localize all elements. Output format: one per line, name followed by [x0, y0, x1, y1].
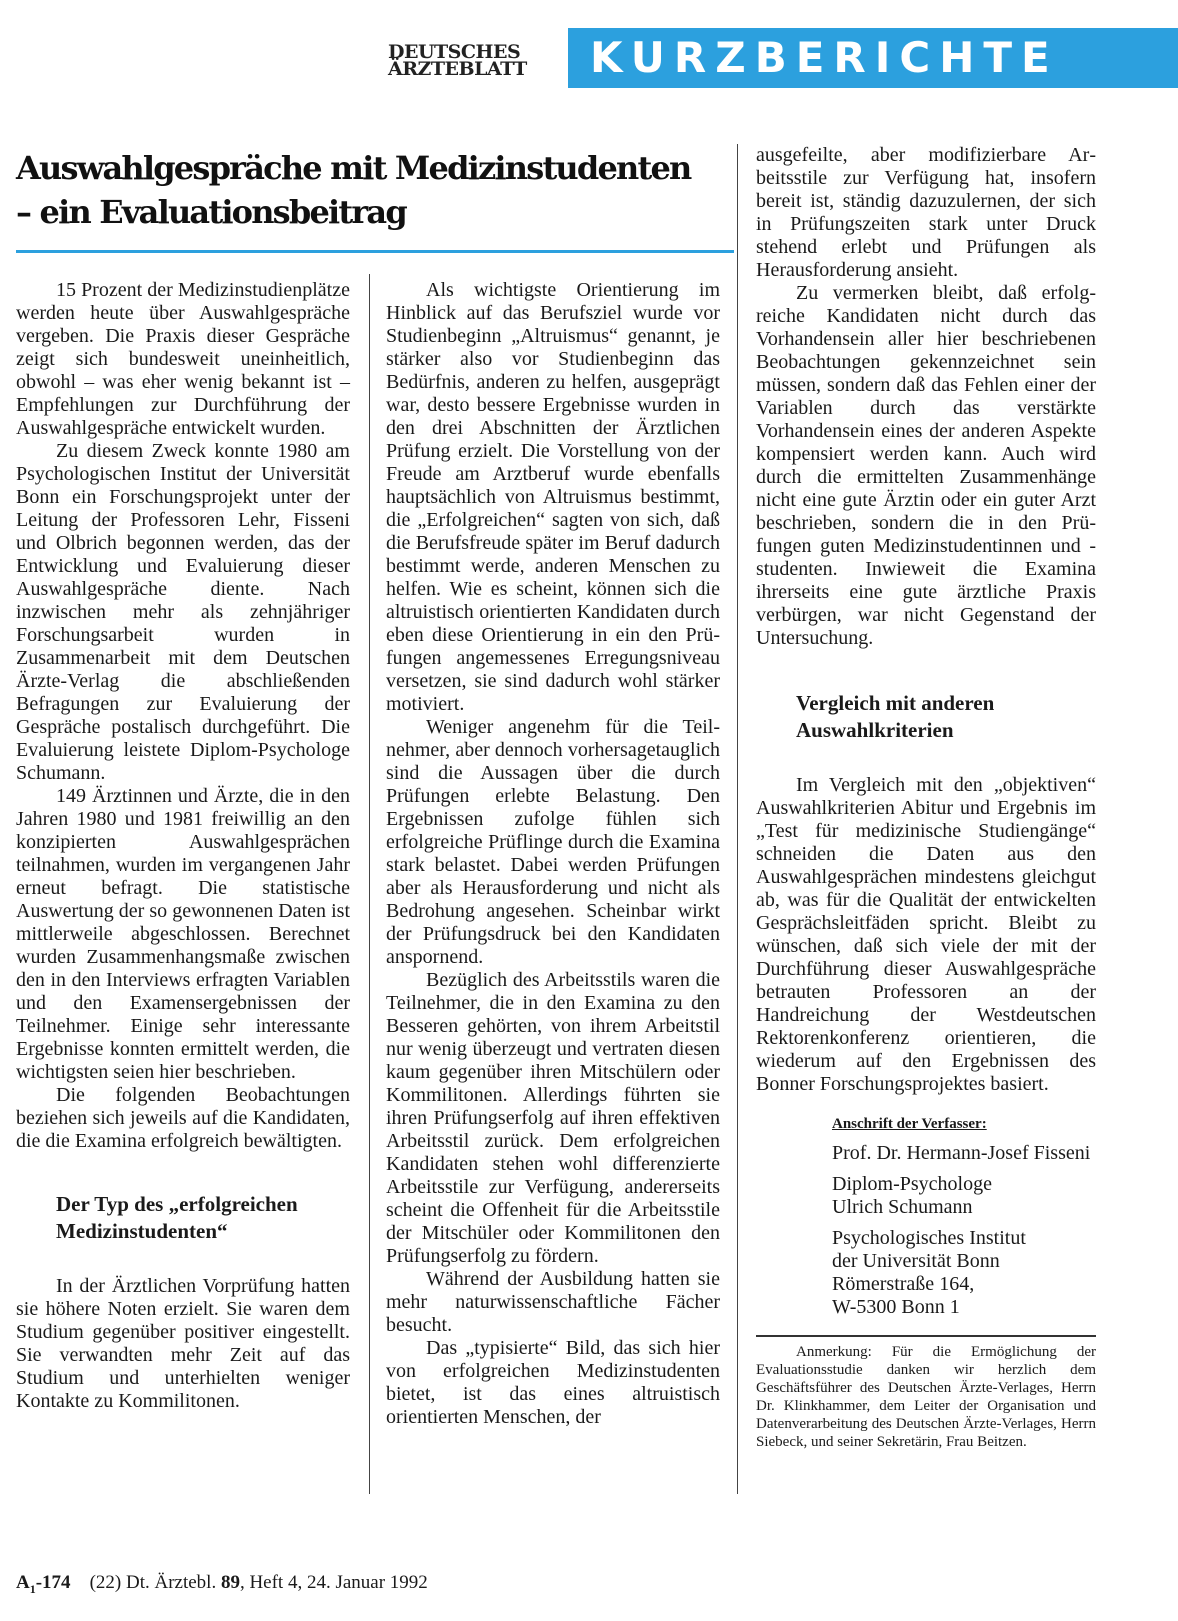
headline-rule	[16, 250, 734, 253]
paragraph: Während der Ausbildung hatten sie mehr naturwissenschaftliche Fächer besucht.	[386, 1268, 720, 1336]
column-divider-1	[369, 274, 370, 1494]
article-headline	[16, 146, 726, 234]
address-line: Römerstraße 164,	[832, 1273, 975, 1295]
citation: (22) Dt. Ärztebl. 89, Heft 4, 24. Januar 1992	[89, 1572, 428, 1593]
column-divider-2	[737, 144, 738, 1494]
address-line: der Universität Bonn	[832, 1250, 1000, 1272]
paragraph: Als wichtigste Orientierung im Hinblick auf das Berufsziel wurde vor Studienbeginn „Altruismus“ genannt, je stärker also vor Studienbeginn das Bedürfnis, anderen zu helfen, ausgeprägt war, desto bessere Ergebnisse wurden in den drei Abschnitten der Ärztlichen Prüfung erzielt. Die Vorstellung von der Freude am Arztberuf wurde ebenfalls hauptsächlich von Altruismus bestimmt, die „Erfolgreichen“ sagten von sich, daß die Berufsfreude später im Beruf dadurch bestimmt werde, anderen Menschen zu helfen. Wie es scheint, können sich die altruistisch orientierten Kandidaten durch eben diese Orientierung in ein den Prüfungen angemessenes Erregungsniveau versetzen, sie sind dadurch wohl stärker motiviert.	[386, 279, 720, 715]
address-line: W-5300 Bonn 1	[832, 1296, 960, 1318]
paragraph: Im Vergleich mit den „objektiven“ Auswahlkriterien Abitur und Ergebnis im „Test für medizinische Studiengänge“ schneiden die Daten aus den Auswahlgesprächen mindestens gleichgut ab, was für die Qualität der entwickelten Gesprächsleitfäden spricht. Bleibt zu wünschen, daß sich viele der mit der Durchführung dieser Auswahlgespräche betrauten Professoren an der Handreichung der Westdeutschen Rektorenkonferenz orientieren, die wiederum auf den Ergebnissen des Bonner Forschungsprojektes basiert.	[756, 774, 1096, 1095]
masthead-line2: ÄRZTEBLATT	[388, 58, 527, 80]
headline-line2: – ein Evaluationsbeitrag	[16, 193, 406, 231]
subheading: Vergleich mit anderen Auswahlkriterien	[796, 691, 995, 742]
paragraph: 149 Ärztinnen und Ärzte, die in den Jahren 1980 und 1981 freiwillig an den konzipierten Auswahlgesprächen teilnahmen, wurden im vergangenen Jahr erneut befragt. Die statistische Auswertung der so gewonnenen Daten ist mittlerweile abgeschlossen. Berechnet wurden Zusammenhangsmaße zwischen den in den Interviews erfragten Variablen und den Examensergebnissen der Teilnehmer. Einige sehr interessante Ergebnisse konnten ermittelt werden, die wichtigsten seien hier beschrieben.	[16, 785, 350, 1083]
paragraph: Zu vermerken bleibt, daß erfolgreiche Kandidaten nicht durch das Vorhandensein aller hier beschriebenen Beobachtungen gekennzeichnet sein müssen, sondern daß das Fehlen einer der Variablen durch das verstärkte Vorhandensein eines der anderen Aspekte kompensiert werden kann. Auch wird durch die ermittelten Zusammenhänge nicht eine gute Ärztin oder ein guter Arzt beschrieben, sondern die in den Prüfungen guten Medizinstudentinnen und -studenten. Inwieweit die Examina ihrerseits eine gute ärztliche Praxis verbürgen, war nicht Gegenstand der Untersuchung.	[756, 282, 1096, 649]
subheading: Der Typ des „erfolgreichen Medizinstudenten“	[56, 1192, 298, 1243]
paragraph: ausgefeilte, aber modifizierbare Arbeitsstile zur Verfügung hat, insofern bereit ist, ständig dazuzulernen, der sich in Prüfungszeiten stark unter Druck stehend erlebt und Prüfungen als Herausforderung ansieht.	[756, 144, 1096, 281]
paragraph: Bezüglich des Arbeitsstils waren die Teilnehmer, die in den Examina zu den Besseren gehörten, von ihrem Arbeitstil nur wenig überzeugt und vertraten diesen kaum gegenüber ihren Mitschülern oder Kommilitonen. Allerdings führten sie ihren Prüfungserfolg auf ihren effektiven Arbeitsstil zurück. Dem erfolgreichen Kandidaten stehen wohl differenzierte Arbeitsstile zur Verfügung, andererseits scheint die Offenheit für die Arbeitsstile der Mitschüler oder Kommilitonen den Prüfungserfolg zu fördern.	[386, 969, 720, 1267]
paragraph: Zu diesem Zweck konnte 1980 am Psychologischen Institut der Universität Bonn ein Forschungsprojekt unter der Leitung der Professoren Lehr, Fisseni und Olbrich begonnen werden, das der Entwicklung und Evaluierung dieser Auswahlgespräche diente. Nach inzwischen mehr als zehnjähriger Forschungsarbeit wurden in Zusammenarbeit mit dem Deutschen Ärzte-Verlag die abschließenden Befragungen zur Evaluierung der Gespräche postalisch durchgeführt. Die Evaluierung leistete Diplom-Psychologe Schumann.	[16, 440, 350, 784]
page-ref: $A_1-174$	[16, 1572, 71, 1596]
address-line: Diplom-Psychologe	[832, 1173, 992, 1195]
paragraph: Die folgenden Beobachtungen beziehen sich jeweils auf die Kandidaten, die die Examina erfolgreich bewältigten.	[16, 1084, 350, 1152]
text-column-1	[16, 279, 350, 1413]
note-rule	[756, 1335, 1096, 1337]
text-column-3	[756, 144, 1096, 1451]
paragraph: Das „typisierte“ Bild, das sich hier von erfolgreichen Medizinstudenten bietet, ist das eines altruistisch orientierten Menschen, der	[386, 1337, 720, 1428]
headline-line1: Auswahlgespräche mit Medizinstudenten	[16, 149, 691, 187]
author-address	[792, 1114, 1096, 1319]
text-column-2	[386, 279, 720, 1429]
paragraph: In der Ärztlichen Vorprüfung hatten sie höhere Noten erzielt. Sie waren dem Studium gegenüber positiver eingestellt. Sie verwandten mehr Zeit auf das Studium und unterhielten weniger Kontakte zu Kommilitonen.	[16, 1275, 350, 1412]
journal-masthead	[388, 41, 558, 80]
masthead-line1: DEUTSCHES	[388, 41, 521, 63]
address-heading: Anschrift der Verfasser:	[832, 1116, 987, 1132]
address-line: Ulrich Schumann	[832, 1196, 973, 1218]
address-line: Prof. Dr. Hermann-Josef Fisseni	[832, 1142, 1091, 1164]
page-footer	[16, 1572, 428, 1597]
acknowledgement-note: Anmerkung: Für die Ermöglichung der Evaluationsstudie danken wir herzlich dem Geschäftsführer des Deutschen Ärzte-Verlages, Herrn Dr. Klinkhammer, dem Leiter der Organisation und Datenverarbeitung des Deutschen Ärzte-Verlages, Herrn Siebeck, und seiner Sekretärin, Frau Beitzen.	[756, 1344, 1096, 1450]
address-line: Psychologisches Institut	[832, 1227, 1026, 1249]
paragraph: 15 Prozent der Medizinstudienplätze werden heute über Auswahlgespräche vergeben. Die Praxis dieser Gespräche zeigt sich bundesweit uneinheitlich, obwohl – was eher wenig bekannt ist – Empfehlungen zur Durchführung der Auswahlgespräche entwickelt wurden.	[16, 279, 350, 439]
paragraph: Weniger angenehm für die Teilnehmer, aber dennoch vorhersagetauglich sind die Aussagen über die durch Prüfungen erlebte Belastung. Den Ergebnissen zufolge fühlen sich erfolgreiche Prüflinge durch die Examina stark belastet. Dabei werden Prüfungen aber als Herausforderung und nicht als Bedrohung angesehen. Scheinbar wirkt der Prüfungsdruck bei den Kandidaten anspornend.	[386, 716, 720, 968]
section-title: KURZBERICHTE	[590, 33, 1059, 82]
